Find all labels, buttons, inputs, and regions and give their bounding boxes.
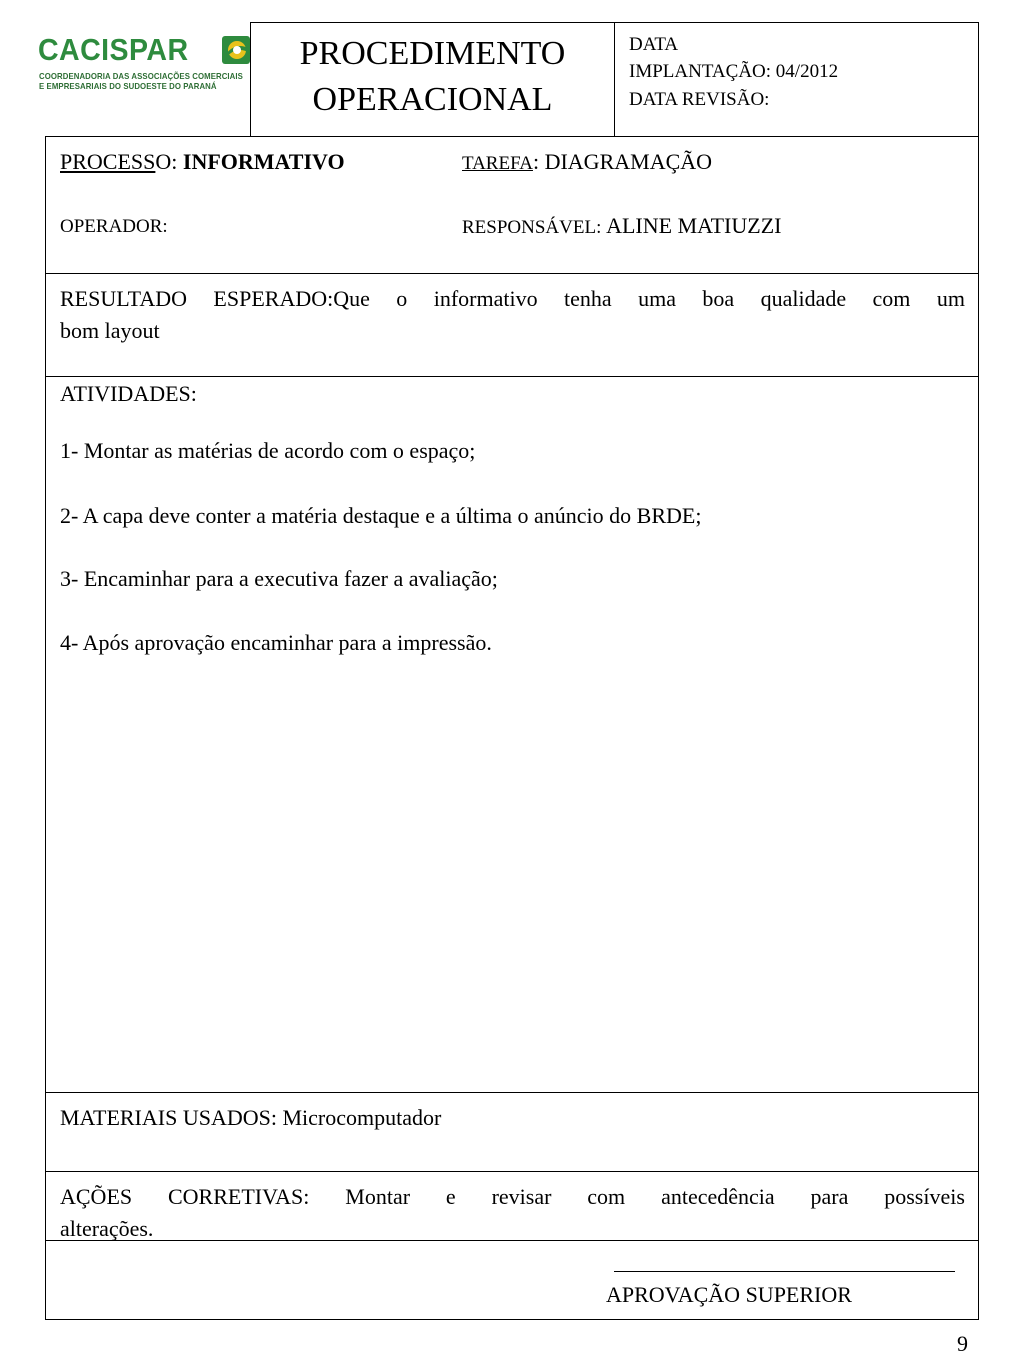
- atividade-item: 3- Encaminhar para a executiva fazer a avaliação;: [60, 566, 498, 591]
- resultado-word: um: [936, 286, 965, 311]
- tarefa-field: [462, 151, 712, 173]
- operador-label: OPERADOR:: [60, 216, 168, 237]
- acoes-section: [45, 1171, 979, 1241]
- atividades-label: ATIVIDADES:: [60, 381, 197, 406]
- resultado-word: boa: [702, 286, 735, 311]
- resultado-word: ESPERADO:Que: [213, 286, 370, 311]
- logo-wordmark: CACISPAR: [38, 32, 189, 67]
- implantacao-date: IMPLANTAÇÃO: 04/2012: [629, 61, 839, 82]
- acoes-line1: [60, 1186, 965, 1208]
- date-info-cell: [614, 22, 979, 137]
- materiais-text: MATERIAIS USADOS: Microcomputador: [60, 1105, 442, 1130]
- tarefa-value: : DIAGRAMAÇÃO: [532, 149, 713, 174]
- page-number: 9: [957, 1331, 968, 1356]
- aprovacao-label: APROVAÇÃO SUPERIOR: [606, 1282, 852, 1307]
- logo-subtitle-line2: E EMPRESARIAIS DO SUDOESTE DO PARANÁ: [39, 81, 217, 91]
- atividade-item: 2- A capa deve conter a matéria destaque e a última o anúncio do BRDE;: [60, 503, 702, 528]
- resultado-word: o: [396, 286, 408, 311]
- resultado-word: com: [872, 286, 911, 311]
- resultado-section: [45, 273, 979, 377]
- processo-field: [60, 151, 345, 173]
- cacispar-logo: [36, 30, 252, 100]
- acoes-word: com: [587, 1184, 626, 1209]
- resultado-line2: bom layout: [60, 318, 160, 343]
- document-title-cell: [250, 22, 615, 137]
- aprovacao-section: [45, 1240, 979, 1320]
- acoes-word: CORRETIVAS:: [168, 1184, 310, 1209]
- materiais-section: [45, 1092, 979, 1172]
- atividades-section: [45, 376, 979, 1093]
- acoes-word: possíveis: [884, 1184, 965, 1209]
- acoes-word: antecedência: [661, 1184, 775, 1209]
- acoes-word: AÇÕES: [60, 1184, 133, 1209]
- responsavel-field: [462, 215, 781, 237]
- resultado-word: qualidade: [760, 286, 847, 311]
- process-section: [45, 136, 979, 274]
- resultado-word: RESULTADO: [60, 286, 187, 311]
- acoes-line2: alterações.: [60, 1216, 154, 1241]
- acoes-word: revisar: [491, 1184, 552, 1209]
- resultado-word: informativo: [433, 286, 538, 311]
- atividade-item: 4- Após aprovação encaminhar para a impressão.: [60, 630, 492, 655]
- acoes-word: Montar: [345, 1184, 411, 1209]
- acoes-word: para: [810, 1184, 849, 1209]
- logo-emblem-icon: [222, 36, 250, 64]
- signature-line: [614, 1271, 955, 1272]
- acoes-word: e: [445, 1184, 456, 1209]
- atividade-item: 1- Montar as matérias de acordo com o espaço;: [60, 438, 476, 463]
- resultado-word: tenha: [564, 286, 612, 311]
- processo-label-underlined: PROCESS: [60, 149, 156, 174]
- resultado-word: uma: [638, 286, 676, 311]
- resultado-line1: [60, 288, 965, 310]
- responsavel-label: RESPONSÁVEL:: [462, 217, 607, 238]
- responsavel-value: ALINE MATIUZZI: [606, 213, 782, 238]
- title-line1: PROCEDIMENTO: [299, 35, 566, 72]
- tarefa-label: TAREFA: [462, 153, 533, 174]
- logo-subtitle-line1: COORDENADORIA DAS ASSOCIAÇÕES COMERCIAIS: [39, 71, 243, 81]
- processo-value: INFORMATIVO: [182, 149, 345, 174]
- revisao-date: DATA REVISÃO:: [629, 89, 770, 110]
- title-line2: OPERACIONAL: [312, 81, 553, 118]
- processo-label-rest: O:: [155, 149, 183, 174]
- date-label: DATA: [629, 34, 679, 55]
